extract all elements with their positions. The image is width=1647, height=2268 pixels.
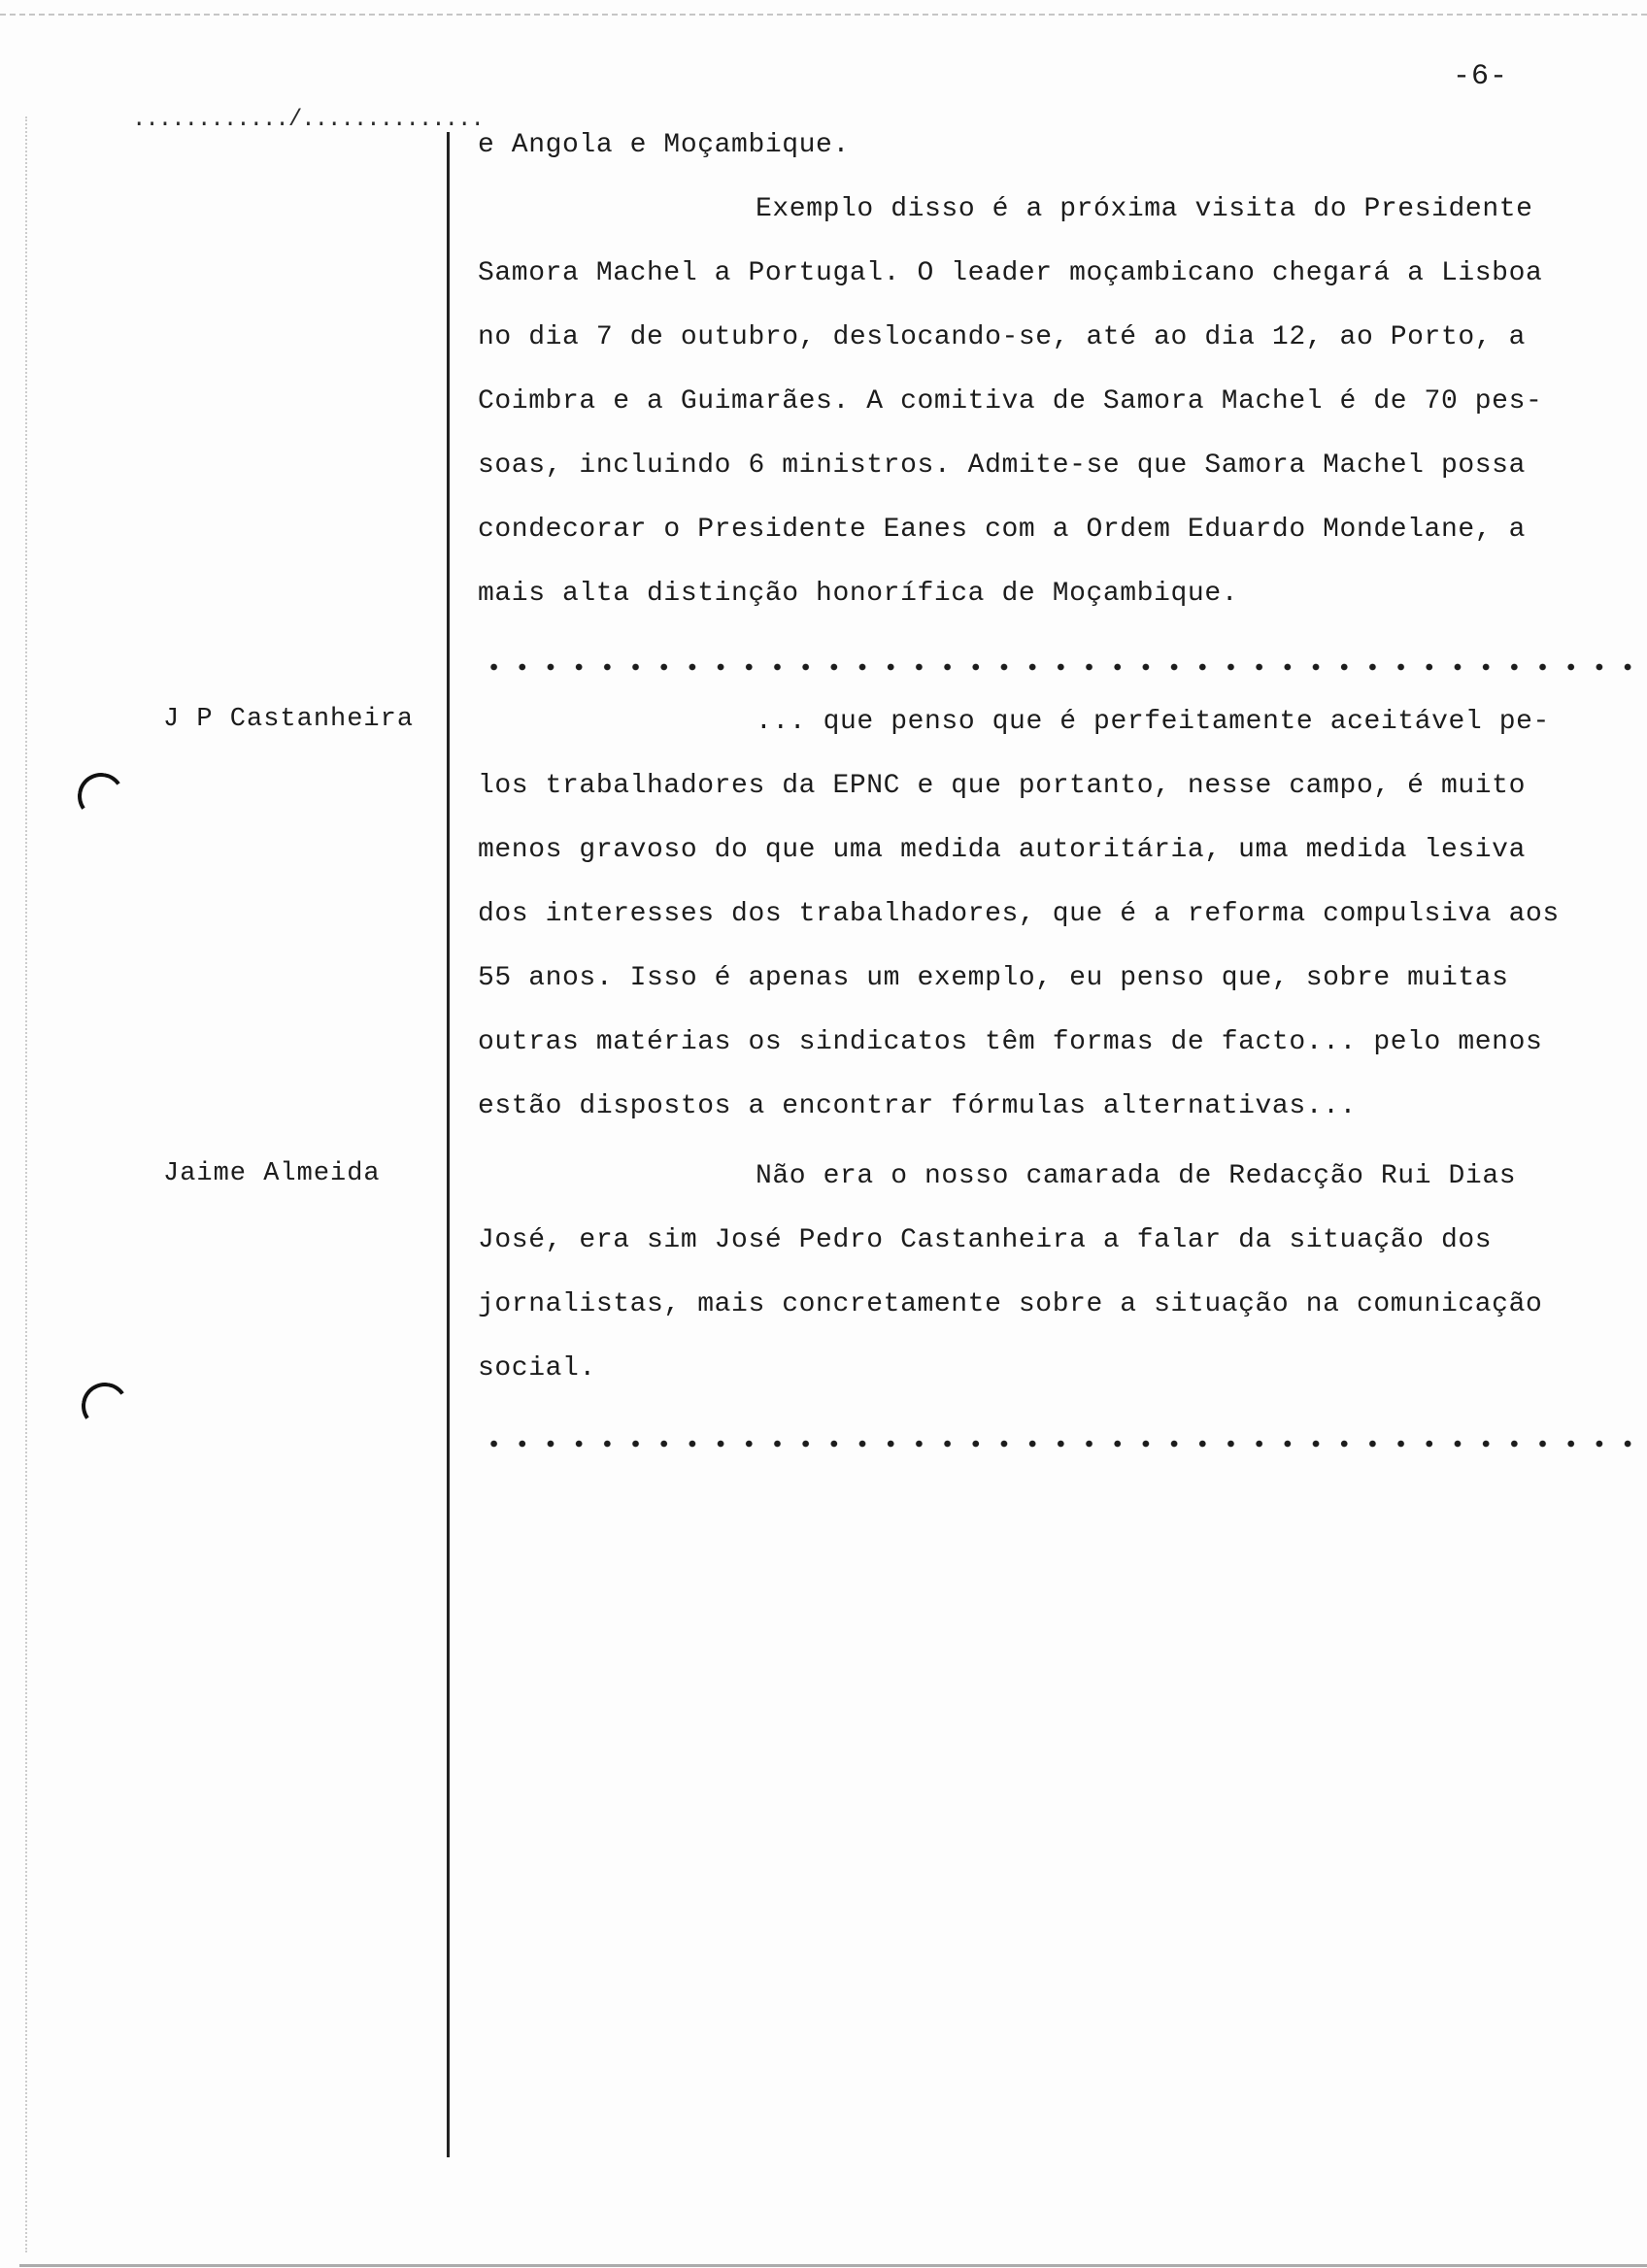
text-line: 55 anos. Isso é apenas um exemplo, eu penso que, sobre muitas	[478, 963, 1509, 993]
scan-edge-left	[25, 117, 27, 2252]
text-line: e Angola e Moçambique.	[478, 130, 850, 160]
scan-edge-top	[0, 14, 1647, 16]
margin-rule	[447, 132, 450, 2157]
speaker-label-almeida: Jaime Almeida	[163, 1159, 381, 1188]
text-line: Não era o nosso camarada de Redacção Rui Dias	[756, 1161, 1517, 1191]
text-line: social.	[478, 1353, 596, 1384]
text-line: ... que penso que é perfeitamente aceitável pe-	[756, 707, 1550, 737]
text-line: estão dispostos a encontrar fórmulas alternativas...	[478, 1091, 1357, 1121]
text-line: Coimbra e a Guimarães. A comitiva de Samora Machel é de 70 pes-	[478, 386, 1543, 417]
filing-mark: ............/..............	[132, 107, 484, 133]
scan-edge-bottom	[19, 2264, 1647, 2267]
text-line: Samora Machel a Portugal. O leader moçambicano chegará a Lisboa	[478, 258, 1543, 288]
page-number: -6-	[1453, 60, 1509, 93]
text-line: no dia 7 de outubro, deslocando-se, até ao dia 12, ao Porto, a	[478, 322, 1526, 352]
text-line: Exemplo disso é a próxima visita do Presidente	[756, 194, 1533, 224]
text-line: outras matérias os sindicatos têm formas de facto... pelo menos	[478, 1027, 1543, 1057]
text-line: condecorar o Presidente Eanes com a Ordem Eduardo Mondelane, a	[478, 515, 1526, 545]
text-line: José, era sim José Pedro Castanheira a falar da situação dos	[478, 1225, 1493, 1255]
dotted-separator	[480, 660, 1643, 674]
punch-hole-mark	[78, 1379, 132, 1433]
dotted-separator	[480, 1437, 1643, 1451]
text-line: menos gravoso do que uma medida autoritária, uma medida lesiva	[478, 835, 1526, 865]
speaker-label-castanheira: J P Castanheira	[163, 705, 415, 734]
text-line: soas, incluindo 6 ministros. Admite-se que Samora Machel possa	[478, 450, 1526, 481]
text-line: dos interesses dos trabalhadores, que é a reforma compulsiva aos	[478, 899, 1560, 929]
text-line: mais alta distinção honorífica de Moçambique.	[478, 579, 1239, 609]
punch-hole-mark	[74, 769, 128, 823]
text-line: los trabalhadores da EPNC e que portanto, nesse campo, é muito	[478, 771, 1526, 801]
text-line: jornalistas, mais concretamente sobre a situação na comunicação	[478, 1289, 1543, 1319]
